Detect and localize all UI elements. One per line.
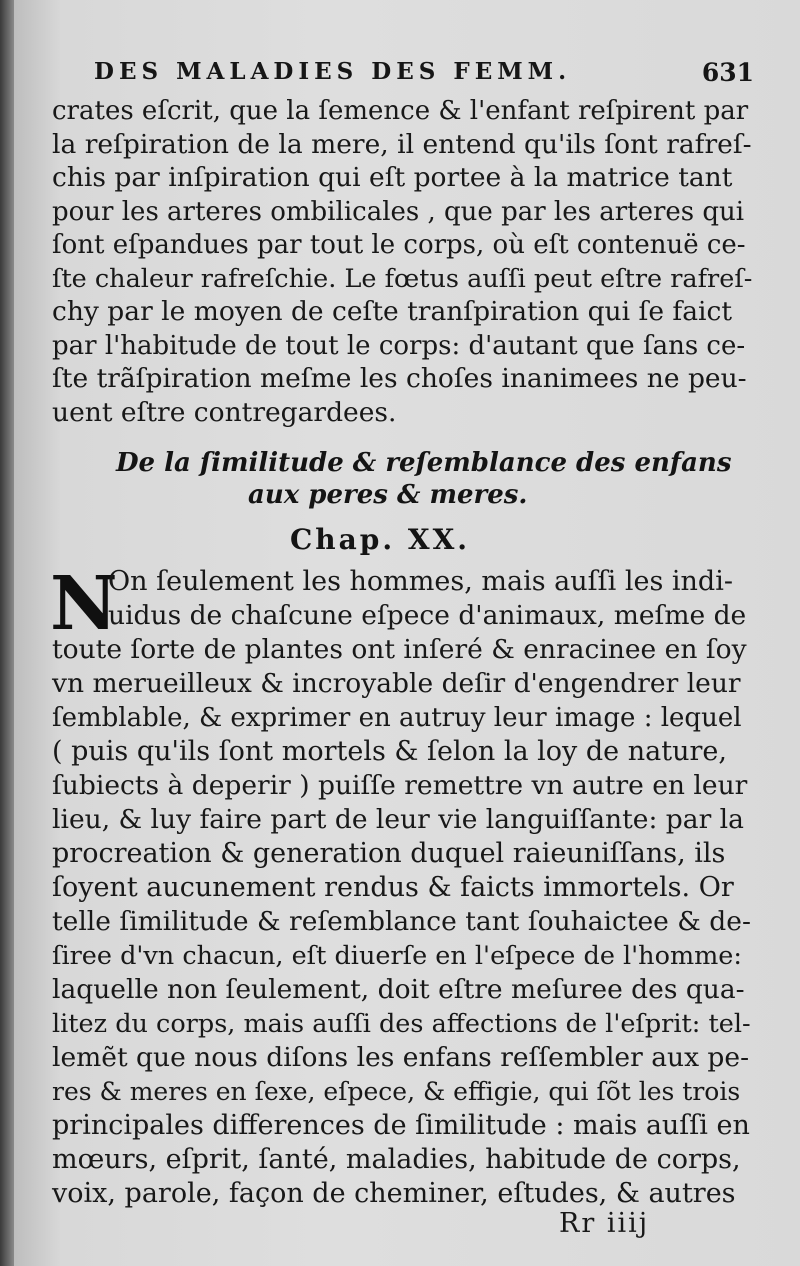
drop-cap: N	[50, 561, 118, 647]
text-line: voix, parole, façon de cheminer, eſtudes, & autres	[52, 1178, 736, 1209]
text-line: par l'habitude de tout le corps: d'autant que ſans ce-	[52, 331, 746, 361]
page-header	[94, 58, 754, 92]
text-line: uidus de chaſcune eſpece d'animaux, meſme de	[108, 600, 747, 631]
section-title: aux peres & meres.	[248, 480, 528, 510]
signature-mark: Rr iiij	[559, 1208, 650, 1239]
text-line: telle ſimilitude & reſemblance tant ſouhaictee & de-	[52, 906, 751, 937]
section-title: De la ſimilitude & reſemblance des enfans	[116, 448, 732, 478]
text-line: res & meres en ſexe, eſpece, & effigie, qui ſõt les trois	[52, 1077, 741, 1106]
text-line: ( puis qu'ils ſont mortels & ſelon la loy de nature,	[52, 736, 727, 767]
text-line: uent eſtre contregardees.	[52, 397, 397, 428]
text-line: chy par le moyen de ceſte tranſpiration qui ſe faict	[52, 296, 733, 327]
text-line: ſemblable, & exprimer en autruy leur image : lequel	[52, 703, 742, 733]
text-line: litez du corps, mais auſſi des affections de l'eſprit: tel-	[52, 1009, 751, 1039]
text-line: mœurs, eſprit, ſanté, maladies, habitude de corps,	[52, 1144, 741, 1175]
text-line: ſubiects à deperir ) puiſſe remettre vn autre en leur	[52, 770, 748, 801]
page-number: 631	[701, 58, 754, 87]
text-line: pour les arteres ombilicales , que par les arteres qui	[52, 197, 745, 227]
text-line: lieu, & luy faire part de leur vie languiſſante: par la	[52, 804, 744, 835]
text-line: la reſpiration de la mere, il entend qu'ils ſont rafreſ-	[52, 129, 752, 160]
chapter-heading: Chap. XX.	[290, 523, 471, 556]
text-line: chis par inſpiration qui eſt portee à la matrice tant	[52, 162, 733, 193]
text-line: ſoyent aucunement rendus & faicts immortels. Or	[52, 872, 734, 903]
text-line: On ſeulement les hommes, mais auſſi les indi-	[108, 566, 733, 597]
running-title: DES MALADIES DES FEMM.	[94, 58, 572, 85]
text-line: ſont eſpandues par tout le corps, où eſt contenuë ce-	[52, 230, 746, 260]
text-line: vn merueilleux & incroyable deſir d'engendrer leur	[52, 668, 741, 699]
text-line: toute ſorte de plantes ont inſeré & enracinee en ſoy	[52, 634, 747, 665]
text-line: ſte trãſpiration meſme les choſes inanimees ne peu-	[52, 363, 747, 394]
text-line: procreation & generation duquel raieuniſſans, ils	[52, 838, 726, 869]
text-line: principales differences de ſimilitude : mais auſſi en	[52, 1110, 750, 1141]
text-line: lemẽt que nous diſons les enfans reſſembler aux pe-	[52, 1042, 750, 1073]
book-page	[14, 0, 800, 1266]
text-line: laquelle non ſeulement, doit eſtre meſuree des qua-	[52, 974, 745, 1005]
text-line: crates eſcrit, que la ſemence & l'enfant reſpirent par	[52, 96, 749, 126]
text-line: ſiree d'vn chacun, eſt diuerſe en l'eſpece de l'homme:	[52, 941, 742, 971]
text-line: ſte chaleur rafreſchie. Le fœtus auſſi peut eſtre rafreſ-	[52, 264, 753, 294]
book-binding-shadow	[0, 0, 14, 1266]
